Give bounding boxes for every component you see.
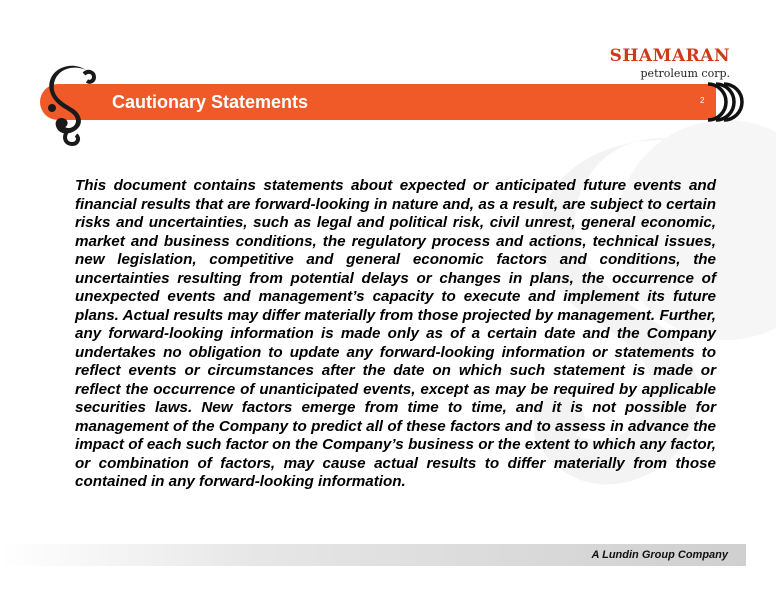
page-number: 2	[700, 96, 705, 105]
swirl-s-icon	[38, 64, 108, 146]
brand-tagline: petroleum corp.	[640, 67, 730, 80]
stripes-icon	[704, 82, 744, 122]
cautionary-statement-text: This document contains statements about expected or anticipated future events and financial results that are forward-looking in nature and, as a result, are subject to certain risks and uncertainties, such as legal and political risk, civil unrest, general economic, market and business conditions, the regulatory process and actions, technical issues, new legislation, competitive and general economic factors and conditions, the uncertainties resulting from potential delays or changes in plans, the occurrence of unexpected events and management’s capacity to execute and implement its future plans. Actual results may differ materially from those projected by management. Further, any forward-looking information is made only as of a certain date and the Company undertakes no obligation to update any forward-looking information or statements to reflect events or circumstances after the date on which such statement is made or reflect the occurrence of unanticipated events, except as may be required by applicable securities laws. New factors emerge from time to time, and it is not possible for management of the Company to predict all of these factors and to assess in advance the impact of each such factor on the Company’s business or the extent to which any factor, or combination of factors, may cause actual results to differ materially from those contained in any forward-looking information.	[75, 177, 716, 490]
page-title: Cautionary Statements	[112, 92, 309, 112]
brand-logo	[610, 46, 730, 80]
footer-text: A Lundin Group Company	[591, 549, 728, 561]
brand-name: SHAMARAN	[609, 46, 730, 66]
